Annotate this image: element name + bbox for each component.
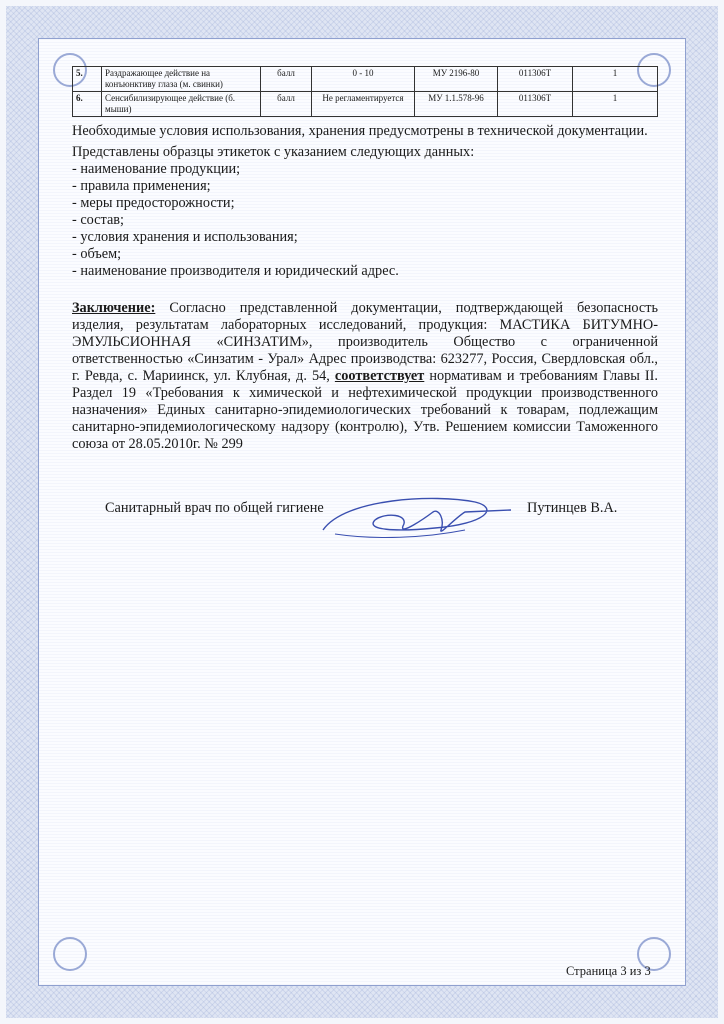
signer-name: Путинцев В.А. — [527, 500, 618, 516]
results-table — [72, 66, 658, 117]
page-number: Страница 3 из 3 — [566, 964, 651, 978]
signature-block — [105, 496, 635, 546]
table-row — [73, 67, 658, 92]
list-item: - меры предосторожности; — [72, 195, 235, 211]
method: МУ 1.1.578-96 — [415, 92, 498, 117]
indicator-name: Сенсибилизирующее действие (б. мыши) — [102, 92, 261, 117]
handwritten-signature — [315, 490, 515, 546]
conforms-word: соответствует — [334, 368, 425, 384]
list-item: - наименование продукции; — [72, 161, 241, 177]
norm: Не регламентируется — [312, 92, 415, 117]
method: МУ 2196-80 — [415, 67, 498, 92]
list-item: - правила применения; — [72, 178, 211, 194]
conclusion-text-end: нормативам и требованиям Главы II. Раздел 19 «Требования к химической и нефтехимической продукции производственного назначения» Единых санитарно-эпидемиологических требований к товарам, подлежащим санитарно-эпидемиологическому надзору (контролю), Утв. Решением комиссии Таможенного союза от 28.05.2010г. № 299 — [72, 368, 659, 452]
unit: балл — [261, 92, 312, 117]
result-value: 1 — [573, 92, 658, 117]
list-item: - наименование производителя и юридический адрес. — [72, 263, 399, 279]
corner-ornament — [53, 937, 87, 971]
conclusion-paragraph — [72, 300, 658, 453]
table-row — [73, 92, 658, 117]
list-item: - объем; — [72, 246, 122, 262]
conclusion-label: Заключение: — [72, 300, 156, 316]
list-item: - состав; — [72, 212, 125, 228]
row-number: 5. — [73, 67, 102, 92]
signer-title: Санитарный врач по общей гигиене — [105, 500, 324, 516]
document-body — [72, 66, 658, 453]
conclusion-text: Согласно представленной документации, подтверждающей безопасность изделия, результатам лабораторных исследований, продукция: МАСТИКА БИТУМНО-ЭМУЛЬСИОННАЯ «СИНЗАТИМ», производитель Общество с ограниченной ответственностью «Синзатим - Урал» Адрес производства: 623277, Россия, Свердловская обл., г. Ревда, с. Мариинск, ул. Клубная, д. 54, — [72, 300, 658, 384]
row-number: 6. — [73, 92, 102, 117]
labels-intro: Представлены образцы этикеток с указанием следующих данных: — [72, 144, 475, 160]
unit: балл — [261, 67, 312, 92]
indicator-name: Раздражающее действие на конъюнктиву глаза (м. свинки) — [102, 67, 261, 92]
conditions-paragraph: Необходимые условия использования, хранения предусмотрены в технической документации. — [72, 123, 648, 139]
labels-section — [72, 144, 658, 280]
result-value: 1 — [573, 67, 658, 92]
list-item: - условия хранения и использования; — [72, 229, 298, 245]
protocol-code: 011306Т — [498, 92, 573, 117]
protocol-code: 011306Т — [498, 67, 573, 92]
norm: 0 - 10 — [312, 67, 415, 92]
